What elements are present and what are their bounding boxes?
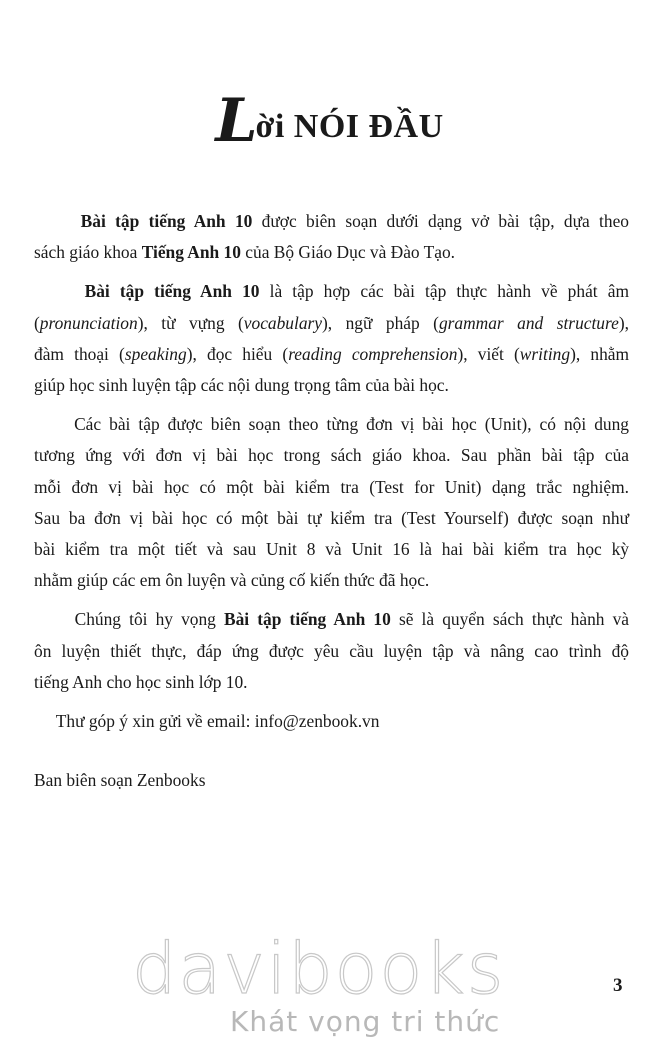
line: ôn luyện thiết thực, đáp ứng được yêu cầu luyện tập và nâng cao trình độ xyxy=(34,640,629,661)
signature-line xyxy=(34,765,629,796)
paragraph-structure xyxy=(34,409,629,596)
line: bài kiểm tra một tiết và sau Unit 8 và Unit 16 là hai bài kiểm tra học kỳ xyxy=(34,539,629,560)
paragraph-hope xyxy=(34,604,629,698)
book-title: Bài tập tiếng Anh 10 xyxy=(80,211,253,231)
line: tiếng Anh cho học sinh lớp 10. xyxy=(34,671,248,692)
watermark-tagline: Khát vọng tri thức xyxy=(230,1005,501,1038)
textbook-title: Tiếng Anh 10 xyxy=(141,242,241,263)
paragraph-intro xyxy=(34,206,629,268)
line: đàm thoại (speaking), đọc hiểu (reading comprehension), viết (writing), nhằm xyxy=(34,343,630,364)
contact-email-text: Thư góp ý xin gửi về email: info@zenbook.vn xyxy=(55,711,380,732)
page-title xyxy=(0,86,659,156)
watermark-logo: davibooks xyxy=(132,928,506,1010)
title-decorative-initial: L xyxy=(215,86,256,156)
line: nhằm giúp các em ôn luyện và củng cố kiến thức đã học. xyxy=(34,570,430,591)
title-text: ời NÓI ĐẦU xyxy=(255,108,444,145)
line: Các bài tập được biên soạn theo từng đơn vị bài học (Unit), có nội dung xyxy=(74,414,629,435)
line: sách giáo khoa Tiếng Anh 10 của Bộ Giáo Dục và Đào Tạo. xyxy=(34,242,456,263)
paragraph-content xyxy=(34,276,629,401)
contact-line xyxy=(34,706,629,737)
line: Bài tập tiếng Anh 10 là tập hợp các bài tập thực hành về phát âm xyxy=(84,281,629,302)
line: tương ứng với đơn vị bài học trong sách giáo khoa. Sau phần bài tập của xyxy=(34,445,629,466)
signature: Ban biên soạn Zenbooks xyxy=(34,770,206,791)
book-title: Bài tập tiếng Anh 10 xyxy=(84,281,260,302)
line: mỗi đơn vị bài học có một bài kiểm tra (Test for Unit) dạng trắc nghiệm. xyxy=(34,476,629,497)
book-title: Bài tập tiếng Anh 10 xyxy=(224,609,391,630)
line: Chúng tôi hy vọng Bài tập tiếng Anh 10 sẽ là quyển sách thực hành và xyxy=(74,609,629,630)
line: Bài tập tiếng Anh 10 được biên soạn dưới dạng vở bài tập, dựa theo xyxy=(80,211,630,231)
line: Sau ba đơn vị bài học có một bài tự kiểm tra (Test Yourself) được soạn như xyxy=(34,507,629,528)
line: (pronunciation), từ vựng (vocabulary), ngữ pháp (grammar and structure), xyxy=(34,312,629,333)
page-number: 3 xyxy=(613,975,623,996)
body-text xyxy=(34,206,629,796)
line: giúp học sinh luyện tập các nội dung trọng tâm của bài học. xyxy=(34,375,449,396)
